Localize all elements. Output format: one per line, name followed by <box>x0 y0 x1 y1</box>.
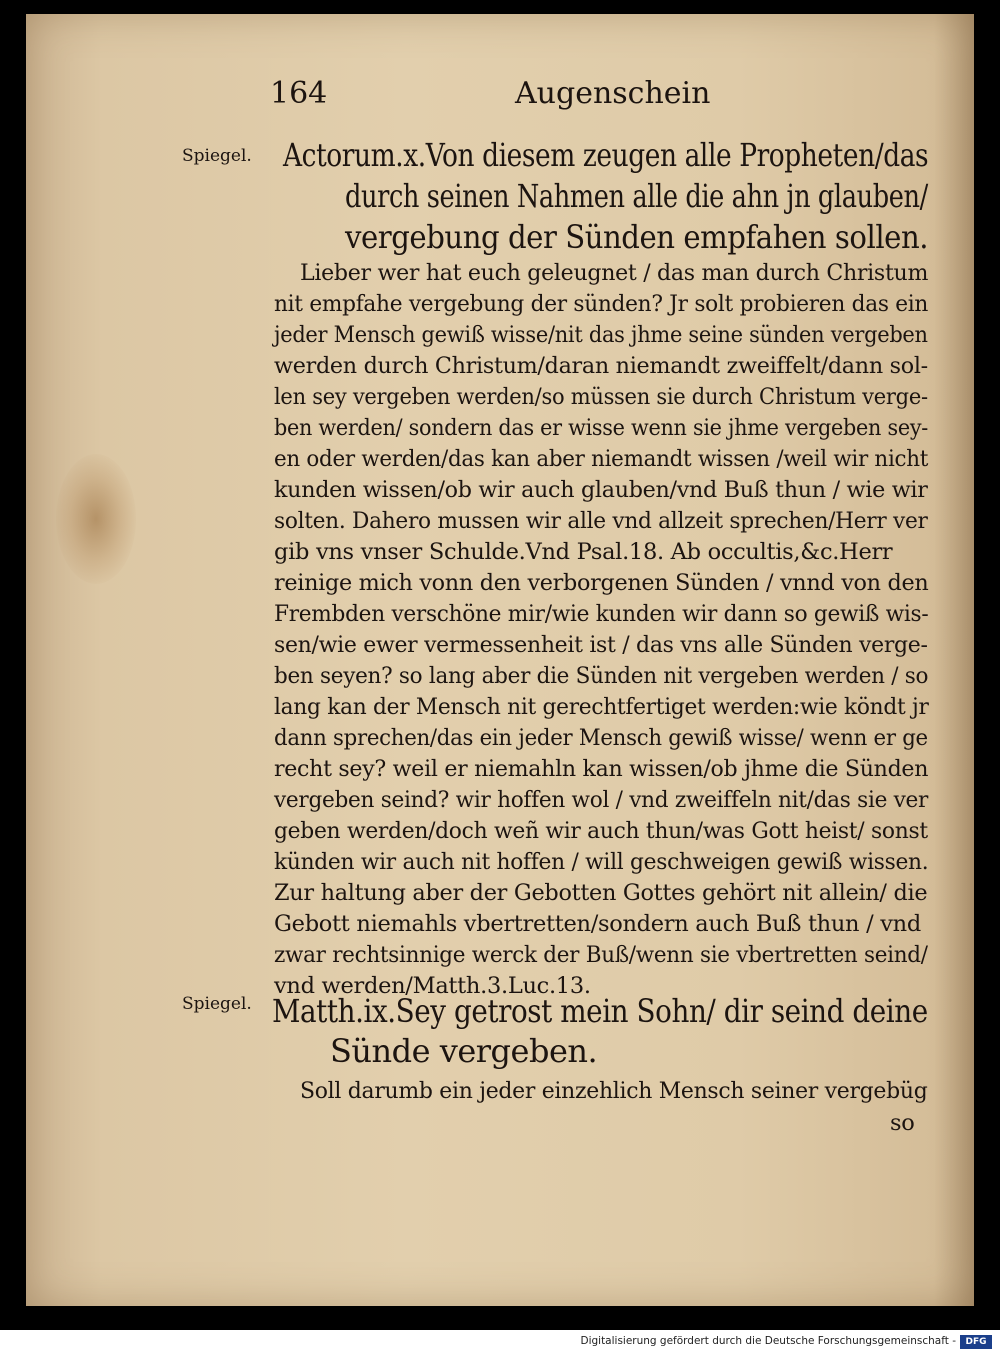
body-line: ben seyen? so lang aber die Sünden nit vergeben werden / so <box>274 663 929 689</box>
marginal-note-2: Spiegel. <box>182 994 252 1014</box>
body-line: geben werden/doch weñ wir auch thun/was Gott heist/ sonst <box>274 818 928 844</box>
paper-stain <box>56 454 136 584</box>
page-number: 164 <box>270 76 328 111</box>
body-line: vnd werden/Matth.3.Luc.13. <box>274 973 591 999</box>
scripture-line: Actorum.x.Von diesem zeugen alle Propheten/das <box>283 136 929 174</box>
funding-credit: Digitalisierung gefördert durch die Deutsche Forschungsgemeinschaft - <box>580 1335 956 1347</box>
body-line: reinige mich vonn den verborgenen Sünden / vnnd von den <box>274 570 929 596</box>
closing-line: Soll darumb ein jeder einzehlich Mensch seiner vergebüg <box>300 1078 928 1104</box>
gutter-shadow <box>934 14 974 1306</box>
body-line: nit empfahe vergebung der sünden? Jr solt probieren das ein <box>274 291 929 317</box>
body-line: en oder werden/das kan aber niemandt wissen /weil wir nicht <box>274 446 929 472</box>
body-line: Frembden verschöne mir/wie kunden wir dann so gewiß wis- <box>274 601 929 627</box>
body-line: gib vns vnser Schulde.Vnd Psal.18. Ab occultis,&c.Herr <box>274 539 893 565</box>
body-line: solten. Dahero mussen wir alle vnd allzeit sprechen/Herr ver <box>274 508 928 534</box>
body-line: dann sprechen/das ein jeder Mensch gewiß wisse/ wenn er ge <box>274 725 928 751</box>
scripture-line: durch seinen Nahmen alle die ahn jn glauben/ <box>345 177 928 215</box>
body-line: jeder Mensch gewiß wisse/nit das jhme seine sünden vergeben <box>274 322 928 348</box>
body-line: Gebott niemahls vbertretten/sondern auch Buß thun / vnd <box>274 911 921 937</box>
body-line: sen/wie ewer vermessenheit ist / das vns alle Sünden verge- <box>274 632 928 658</box>
catchword: so <box>890 1110 915 1136</box>
marginal-note-1: Spiegel. <box>182 146 252 166</box>
body-line: zwar rechtsinnige werck der Buß/wenn sie vbertretten seind/ <box>274 942 928 968</box>
scripture-line: vergebung der Sünden empfahen sollen. <box>345 218 929 256</box>
body-line: Lieber wer hat euch geleugnet / das man durch Christum <box>300 260 929 286</box>
running-head <box>270 76 711 116</box>
scripture-line: Sünde vergeben. <box>330 1032 598 1070</box>
body-line: Zur haltung aber der Gebotten Gottes gehört nit allein/ die <box>274 880 928 906</box>
body-line: len sey vergeben werden/so müssen sie durch Christum verge- <box>274 384 928 410</box>
body-line: lang kan der Mensch nit gerechtfertiget werden:wie köndt jr <box>274 694 929 720</box>
body-line: ben werden/ sondern das er wisse wenn sie jhme vergeben sey- <box>274 415 929 441</box>
scripture-line: Matth.ix.Sey getrost mein Sohn/ dir seind deine <box>272 992 928 1030</box>
body-line: recht sey? weil er niemahln kan wissen/ob jhme die Sünden <box>274 756 929 782</box>
body-line: künden wir auch nit hoffen / will geschweigen gewiß wissen. <box>274 849 929 875</box>
footer-bar <box>0 1330 1000 1354</box>
body-line: werden durch Christum/daran niemandt zweiffelt/dann sol- <box>274 353 928 379</box>
body-line: vergeben seind? wir hoffen wol / vnd zweiffeln nit/das sie ver <box>274 787 929 813</box>
running-title: Augenschein <box>515 76 711 111</box>
body-line: kunden wissen/ob wir auch glauben/vnd Buß thun / wie wir <box>274 477 928 503</box>
dfg-logo: DFG <box>960 1335 992 1349</box>
